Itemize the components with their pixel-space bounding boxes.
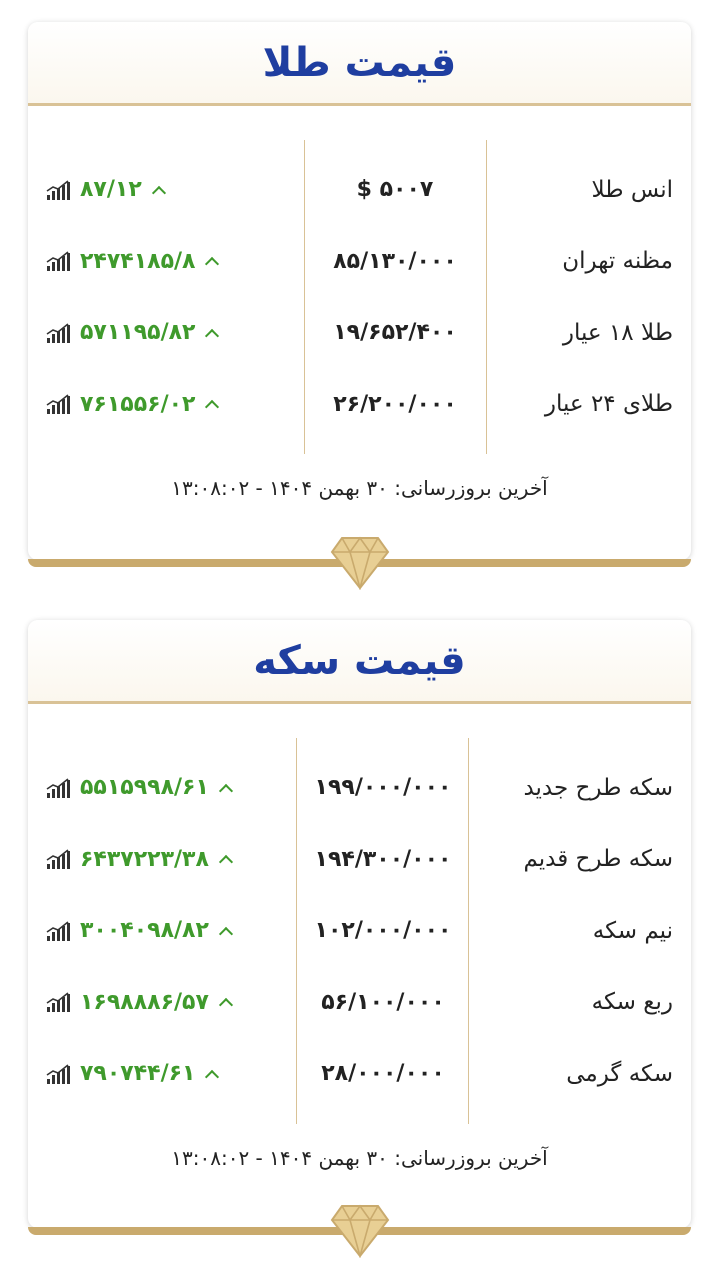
change-value: ۶۴۳۷۲۲۳/۳۸ [80, 846, 209, 872]
table-row[interactable] [46, 297, 673, 369]
column-divider [468, 738, 469, 1124]
change-value: ۳۰۰۴۰۹۸/۸۲ [80, 918, 209, 944]
arrow-up-icon [205, 1070, 219, 1084]
coin-price-card [28, 620, 691, 1228]
last-update-text: آخرین بروزرسانی: ۳۰ بهمن ۱۴۰۴ - ۱۳:۰۸:۰۲ [171, 476, 548, 500]
gold-card-header [28, 22, 691, 106]
chart-icon[interactable] [46, 322, 72, 344]
gold-card-title: قیمت طلا [262, 39, 457, 86]
table-row[interactable] [46, 1038, 673, 1110]
item-price: ۱۹۹/۰۰۰/۰۰۰ [314, 775, 452, 801]
item-price: ۲۸/۰۰۰/۰۰۰ [321, 1061, 445, 1087]
item-change [46, 392, 305, 417]
item-change [46, 847, 297, 872]
chart-icon[interactable] [46, 250, 72, 272]
chart-icon[interactable] [46, 777, 72, 799]
arrow-up-icon [219, 784, 233, 798]
item-name: طلا ۱۸ عیار [562, 319, 673, 346]
item-name: سکه طرح جدید [523, 774, 673, 801]
diamond-icon [330, 534, 390, 590]
item-name: نیم سکه [592, 917, 673, 944]
chart-icon[interactable] [46, 991, 72, 1013]
arrow-up-icon [219, 998, 233, 1012]
table-row[interactable] [46, 226, 673, 298]
gold-price-table [46, 154, 673, 440]
arrow-up-icon [205, 329, 219, 343]
table-row[interactable] [46, 369, 673, 441]
arrow-up-icon [219, 927, 233, 941]
item-change [46, 775, 297, 800]
diamond-icon [330, 1202, 390, 1258]
coin-card-header [28, 620, 691, 704]
item-name: مظنه تهران [562, 248, 673, 275]
item-change [46, 177, 305, 202]
last-update-text: آخرین بروزرسانی: ۳۰ بهمن ۱۴۰۴ - ۱۳:۰۸:۰۲ [171, 1145, 548, 1170]
chart-icon[interactable] [46, 920, 72, 942]
item-name: سکه طرح قدیم [523, 846, 673, 873]
chart-icon[interactable] [46, 848, 72, 870]
item-price: ۲۶/۲۰۰/۰۰۰ [333, 391, 457, 417]
arrow-up-icon [205, 400, 219, 414]
item-name: ربع سکه [591, 989, 673, 1016]
item-change [46, 918, 297, 943]
table-row[interactable] [46, 895, 673, 967]
coin-card-title: قیمت سکه [253, 637, 466, 684]
table-row[interactable] [46, 967, 673, 1039]
column-divider [296, 738, 297, 1124]
chart-icon[interactable] [46, 393, 72, 415]
chart-icon[interactable] [46, 179, 72, 201]
change-value: ۵۵۱۵۹۹۸/۶۱ [80, 775, 209, 801]
item-name: طلای ۲۴ عیار [544, 391, 673, 418]
item-name: سکه گرمی [566, 1060, 673, 1087]
change-value: ۵۷۱۱۹۵/۸۲ [80, 320, 196, 346]
column-divider [304, 140, 305, 454]
change-value: ۷۹۰۷۴۴/۶۱ [80, 1061, 196, 1087]
column-divider [486, 140, 487, 454]
arrow-up-icon [219, 855, 233, 869]
arrow-up-icon [152, 186, 166, 200]
item-change [46, 320, 305, 345]
chart-icon[interactable] [46, 1063, 72, 1085]
item-change [46, 990, 297, 1015]
arrow-up-icon [205, 257, 219, 271]
table-row[interactable] [46, 824, 673, 896]
item-change [46, 1061, 297, 1086]
item-change [46, 249, 305, 274]
item-price: ۸۵/۱۳۰/۰۰۰ [333, 248, 457, 274]
table-row[interactable] [46, 752, 673, 824]
change-value: ۱۶۹۸۸۸۶/۵۷ [80, 989, 209, 1015]
item-price: $ ۵۰۰۷ [356, 177, 434, 203]
item-price: ۵۶/۱۰۰/۰۰۰ [321, 989, 445, 1015]
item-name: انس طلا [591, 176, 673, 203]
item-price: ۱۹۴/۳۰۰/۰۰۰ [314, 846, 452, 872]
change-value: ۸۷/۱۲ [80, 177, 142, 203]
gold-price-card [28, 22, 691, 560]
change-value: ۷۶۱۵۵۶/۰۲ [80, 391, 196, 417]
item-price: ۱۹/۶۵۲/۴۰۰ [333, 320, 457, 346]
table-row[interactable] [46, 154, 673, 226]
coin-price-table [46, 752, 673, 1110]
change-value: ۲۴۷۴۱۸۵/۸ [80, 248, 196, 274]
item-price: ۱۰۲/۰۰۰/۰۰۰ [314, 918, 452, 944]
